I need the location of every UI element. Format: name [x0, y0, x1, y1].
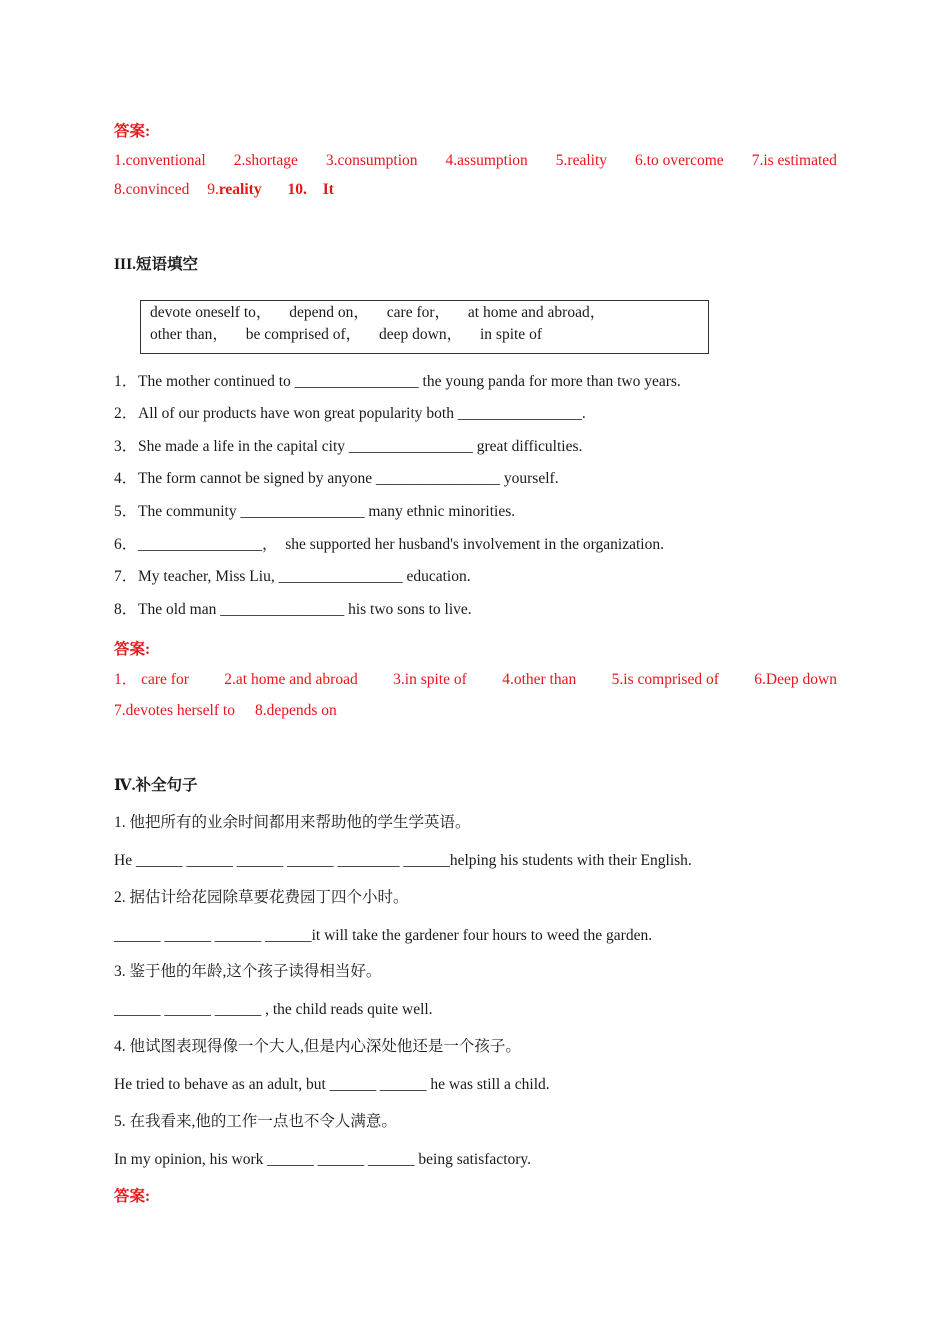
answers-line	[114, 180, 334, 200]
answer-item: 7.devotes herself to	[114, 702, 235, 719]
answer-label: 答案:	[114, 641, 151, 658]
answer-item: It	[322, 181, 334, 198]
english-sentence: In my opinion, his work ______ ______ ______ being satisfactory.	[114, 1151, 532, 1168]
answer-item: 4.assumption	[445, 152, 528, 169]
question: 6．________________， she supported her husband's involvement in the organization.	[114, 536, 664, 553]
chinese-sentence: 5. 在我看来,他的工作一点也不令人满意。	[114, 1113, 397, 1130]
answer-item: 4.other than	[502, 671, 577, 688]
answer-item: 6.Deep down	[754, 671, 837, 688]
answer-item: 2.at home and abroad	[224, 671, 358, 688]
phrase-row	[150, 325, 556, 345]
answer-item: 9.	[207, 181, 219, 198]
phrase: at home and abroad，	[467, 304, 606, 321]
answer-item: 1． care for	[114, 671, 189, 688]
phrase: other than，	[150, 326, 228, 343]
answers-line	[114, 670, 837, 690]
question: 8．The old man ________________ his two sons to live.	[114, 601, 472, 618]
english-sentence: He tried to behave as an adult, but ______ ______ he was still a child.	[114, 1076, 550, 1093]
english-sentence: ______ ______ ______ ______it will take the gardener four hours to weed the garden.	[114, 927, 653, 944]
section-title: III.短语填空	[114, 256, 198, 273]
answer-item: 8.depends on	[254, 702, 337, 719]
phrase: devote oneself to，	[150, 304, 272, 321]
answer-item: 1.conventional	[114, 152, 206, 169]
answer-item: 6.to overcome	[635, 152, 724, 169]
answer-item: 5.is comprised of	[611, 671, 719, 688]
phrase: in spite of	[479, 326, 542, 343]
phrase-box	[140, 300, 709, 354]
answer-item: 2.shortage	[233, 152, 298, 169]
answers-line	[114, 701, 337, 721]
answer-item: 3.consumption	[325, 152, 418, 169]
answer-item: reality	[218, 181, 262, 198]
chinese-sentence: 3. 鉴于他的年龄,这个孩子读得相当好。	[114, 963, 382, 980]
answer-item: 5.reality	[555, 152, 608, 169]
phrase: care for，	[386, 304, 451, 321]
section-title: Ⅳ.补全句子	[114, 777, 198, 794]
question: 5．The community ________________ many ethnic minorities.	[114, 503, 516, 520]
answer-item: 10.	[287, 181, 307, 198]
question: 4．The form cannot be signed by anyone ________________ yourself.	[114, 470, 559, 487]
answer-item: 8.convinced	[114, 181, 190, 198]
english-sentence: ______ ______ ______ , the child reads quite well.	[114, 1001, 433, 1018]
question: 7．My teacher, Miss Liu, ________________ education.	[114, 568, 471, 585]
answers-line	[114, 151, 837, 171]
answer-item: 7.is estimated	[751, 152, 837, 169]
chinese-sentence: 2. 据估计给花园除草要花费园丁四个小时。	[114, 889, 409, 906]
english-sentence: He ______ ______ ______ ______ ________ ______helping his students with their English.	[114, 852, 692, 869]
answer-label: 答案:	[114, 123, 151, 140]
answer-item: 3.in spite of	[393, 671, 467, 688]
question: 1．The mother continued to ________________ the young panda for more than two years.	[114, 373, 681, 390]
phrase: depend on，	[289, 304, 369, 321]
phrase: deep down，	[379, 326, 463, 343]
question: 2．All of our products have won great popularity both ________________.	[114, 405, 586, 422]
answer-label: 答案:	[114, 1188, 151, 1205]
phrase-row	[150, 303, 619, 323]
phrase: be comprised of，	[245, 326, 362, 343]
question: 3．She made a life in the capital city ________________ great difficulties.	[114, 438, 583, 455]
chinese-sentence: 4. 他试图表现得像一个大人,但是内心深处他还是一个孩子。	[114, 1038, 521, 1055]
chinese-sentence: 1. 他把所有的业余时间都用来帮助他的学生学英语。	[114, 814, 471, 831]
